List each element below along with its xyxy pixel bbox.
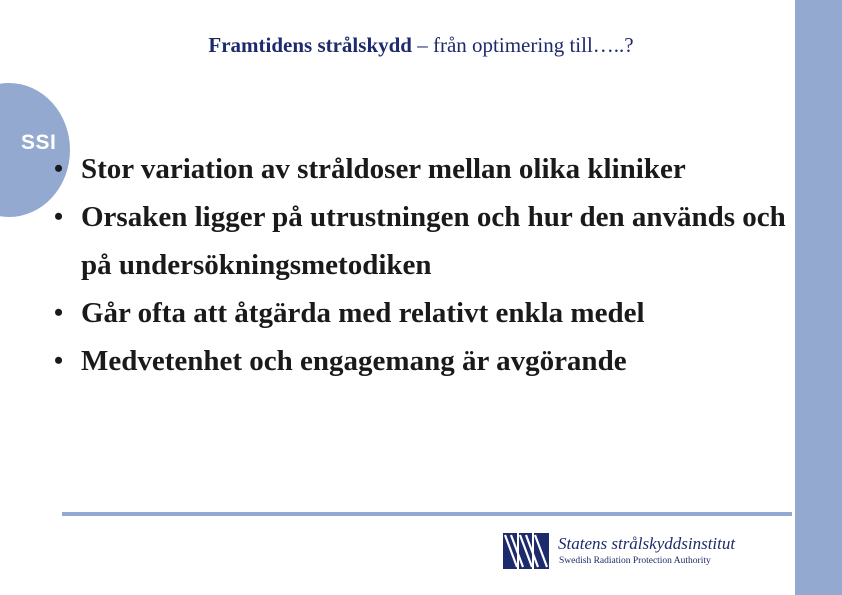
right-band-divider <box>793 0 795 595</box>
logo-name: Statens strålskyddsinstitut <box>558 534 736 553</box>
bullet-text: Går ofta att åtgärda med relativt enkla medel <box>81 297 645 329</box>
right-decorative-band <box>795 0 842 595</box>
slide-title-rest: – från optimering till…..? <box>411 33 634 57</box>
bullet-icon: • <box>54 346 64 375</box>
bullet-list <box>48 145 788 385</box>
bullet-icon: • <box>54 154 64 183</box>
bullet-item <box>48 289 788 337</box>
bottom-divider <box>62 512 792 516</box>
bullet-text: Orsaken ligger på utrustningen och hur den används och på undersökningsmetodiken <box>81 201 786 281</box>
slide-title-bold: Framtidens strålskydd <box>208 33 412 57</box>
ssi-badge-text: SSI <box>21 131 57 154</box>
bullet-item <box>48 337 788 385</box>
ssi-stripes-logo-icon <box>503 533 549 569</box>
bullet-icon: • <box>54 298 64 327</box>
bullet-item <box>48 193 788 289</box>
slide-title <box>0 33 842 58</box>
bullet-text: Medvetenhet och engagemang är avgörande <box>81 345 627 377</box>
bullet-item <box>48 145 788 193</box>
logo-subtitle: Swedish Radiation Protection Authority <box>559 556 711 566</box>
bullet-icon: • <box>54 202 64 231</box>
bullet-text: Stor variation av stråldoser mellan olika kliniker <box>81 153 686 185</box>
